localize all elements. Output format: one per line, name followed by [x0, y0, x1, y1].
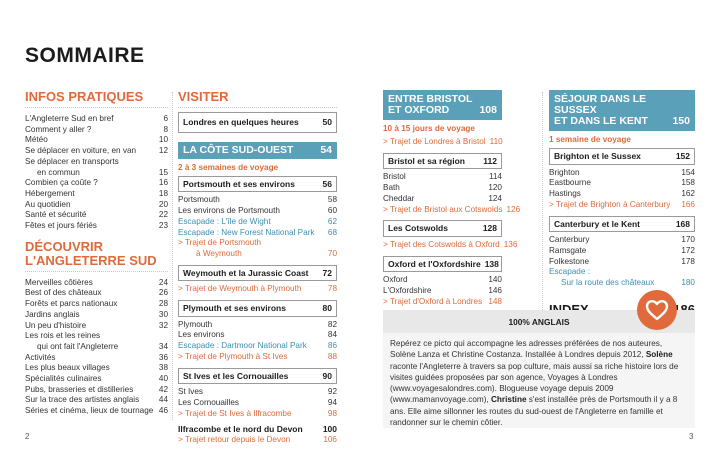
toc-row[interactable]	[383, 183, 502, 194]
section-title-infos: INFOS PRATIQUES	[25, 90, 168, 108]
toc-label: Escapade : New Forest National Park	[178, 227, 315, 237]
toc-page: 86	[327, 341, 337, 351]
toc-page: 146	[488, 286, 502, 296]
page-title: SOMMAIRE	[25, 44, 145, 67]
anglais-text-part: s'est installée près de Portsmouth il y a 8 ans. Elle aime sillonner les routes du sud-ouest de l'Angleterre en famille et randonner sur le chemin côtier.	[390, 395, 678, 428]
toc-label: Brighton	[549, 167, 580, 177]
toc-row[interactable]	[178, 249, 337, 260]
toc-row[interactable]	[25, 310, 168, 321]
toc-page: 10	[158, 135, 168, 145]
toc-page: 170	[681, 235, 695, 245]
toc-row[interactable]	[25, 374, 168, 385]
cotswolds-list	[383, 239, 518, 251]
weymouth-list	[178, 284, 337, 295]
toc-page: 126	[506, 204, 521, 214]
toc-page: 124	[488, 193, 502, 203]
toc-page: 12	[158, 146, 168, 156]
toc-row[interactable]	[25, 125, 168, 136]
toc-row[interactable]	[25, 135, 168, 146]
toc-label: Forêts et parcs nationaux	[25, 299, 118, 309]
toc-label: Eastbourne	[549, 178, 591, 188]
portsmouth-box[interactable]	[178, 176, 337, 193]
portsmouth-list	[178, 195, 337, 259]
toc-label: qui ont fait l'Angleterre	[37, 341, 119, 351]
toc-row-escapade[interactable]	[178, 341, 337, 352]
toc-row[interactable]	[25, 200, 168, 211]
toc-row-escapade[interactable]	[549, 267, 695, 278]
toc-row[interactable]	[25, 321, 168, 332]
toc-row	[183, 268, 332, 279]
toc-label: Les Cornouailles	[178, 397, 239, 407]
band-page: 54	[320, 143, 332, 156]
toc-row[interactable]	[178, 206, 337, 217]
toc-row[interactable]	[549, 235, 695, 246]
toc-label: Escapade : Dartmoor National Park	[178, 341, 307, 351]
toc-page: 152	[675, 151, 690, 161]
toc-page: 98	[327, 408, 337, 418]
toc-label: Plymouth	[178, 319, 213, 329]
toc-row[interactable]	[25, 210, 168, 221]
section-title-line: L'ANGLETERRE SUD	[25, 252, 157, 268]
plymouth-list	[178, 320, 337, 363]
stives-box[interactable]	[178, 368, 337, 385]
bristol-header[interactable]	[383, 90, 502, 120]
toc-page: 24	[158, 277, 168, 287]
band-title-line: ET OXFORD	[388, 104, 450, 116]
toc-label: Sur la route des châteaux	[561, 278, 655, 288]
section-title-decouvrir	[25, 240, 168, 272]
toc-row[interactable]	[383, 172, 502, 183]
toc-row[interactable]	[383, 275, 502, 286]
toc-row[interactable]	[25, 363, 168, 374]
toc-page: 178	[681, 256, 695, 266]
toc-label: Bristol et sa région	[388, 155, 465, 166]
bristol-region-list	[383, 172, 521, 215]
toc-page: 92	[327, 387, 337, 397]
toc-page: 38	[158, 363, 168, 373]
author-name: Solène	[645, 350, 673, 360]
toc-page: 114	[488, 172, 502, 182]
toc-label: Combien ça coûte ?	[25, 178, 98, 188]
brighton-box[interactable]	[549, 148, 695, 165]
toc-page: 56	[322, 178, 332, 189]
cote-duration: 2 à 3 semaines de voyage	[178, 162, 279, 172]
toc-label: Weymouth et la Jurassic Coast	[183, 267, 309, 278]
toc-page: 6	[163, 114, 168, 123]
toc-label: Les plus beaux villages	[25, 363, 110, 373]
toc-label: Comment y aller ?	[25, 124, 92, 134]
toc-page: 120	[488, 183, 502, 193]
toc-row[interactable]	[178, 195, 337, 206]
toc-row-escapade[interactable]	[178, 228, 337, 239]
toc-page: 90	[322, 370, 332, 381]
toc-label: Les environs de Portsmouth	[178, 206, 280, 216]
sussex-duration: 1 semaine de voyage	[549, 135, 631, 144]
toc-label: Spécialités culinaires	[25, 374, 102, 384]
toc-page: 30	[158, 309, 168, 319]
toc-label: Brighton et le Sussex	[554, 151, 641, 161]
toc-page: 136	[503, 239, 518, 249]
toc-label: Ilfracombe et le nord du Devon	[178, 424, 303, 435]
toc-page: 88	[327, 351, 337, 361]
toc-page: 112	[483, 155, 497, 166]
cotswolds-box[interactable]	[383, 220, 502, 237]
toc-row[interactable]	[25, 114, 168, 125]
toc-label: Escapade :	[549, 267, 590, 277]
toc-page: 82	[327, 319, 337, 329]
toc-page: 148	[488, 296, 502, 306]
toc-row[interactable]	[25, 221, 168, 232]
toc-row[interactable]	[25, 288, 168, 299]
toc-label: > Trajet des Cotswolds à Oxford	[383, 239, 500, 249]
toc-page: 70	[327, 248, 337, 258]
toc-page: 110	[489, 137, 503, 146]
toc-label: Canterbury et le Kent	[554, 218, 640, 229]
toc-row	[554, 151, 690, 162]
toc-label: Portsmouth et ses environs	[183, 178, 295, 189]
toc-label: Escapade : L'île de Wight	[178, 216, 271, 226]
toc-label: Météo	[25, 135, 48, 145]
toc-page: 62	[327, 216, 337, 226]
toc-page: 22	[158, 210, 168, 220]
toc-page: 80	[322, 303, 332, 314]
toc-row[interactable]	[25, 331, 168, 342]
toc-page: 18	[158, 188, 168, 198]
toc-page: 106	[323, 435, 337, 445]
toc-label: Les rois et les reines	[25, 331, 101, 341]
section-title-visiter: VISITER	[178, 90, 337, 108]
toc-label: Ramsgate	[549, 245, 587, 255]
toc-row	[388, 223, 497, 234]
brighton-list	[549, 168, 695, 211]
toc-page: 162	[681, 189, 695, 199]
toc-page: 180	[681, 278, 695, 288]
band-title-line: ET DANS LE KENT	[554, 115, 648, 127]
toc-page: 72	[322, 267, 332, 278]
section-title-line: DÉCOUVRIR	[25, 238, 104, 254]
toc-label: > Trajet de St Ives à Ilfracombe	[178, 408, 292, 418]
toc-label: > Trajet de Weymouth à Plymouth	[178, 284, 302, 294]
column-sussex	[549, 90, 695, 317]
toc-row[interactable]	[25, 168, 168, 179]
toc-label: L'Angleterre Sud en bref	[25, 114, 114, 123]
toc-row[interactable]	[383, 286, 502, 297]
toc-row[interactable]	[549, 168, 695, 179]
toc-label: Se déplacer en transports	[25, 156, 119, 166]
toc-row[interactable]	[549, 246, 695, 257]
toc-page: 34	[158, 341, 168, 351]
toc-page: 68	[327, 227, 337, 237]
toc-label: Santé et sécurité	[25, 210, 87, 220]
toc-label: Oxford	[383, 275, 408, 285]
londres-entry[interactable]	[178, 112, 337, 133]
toc-page: 50	[322, 117, 332, 127]
toc-label: à Weymouth	[196, 248, 242, 258]
toc-label: St Ives et les Cornouailles	[183, 370, 289, 381]
ilfracombe-list	[178, 435, 337, 446]
toc-row[interactable]	[178, 320, 337, 331]
toc-page: 26	[158, 288, 168, 298]
toc-page: 16	[158, 178, 168, 188]
column-visiter	[178, 90, 337, 446]
band-page: 150	[672, 115, 690, 127]
toc-page: 94	[327, 397, 337, 407]
toc-page: 172	[681, 245, 695, 255]
toc-row-trajet[interactable]	[383, 239, 518, 251]
toc-row[interactable]	[25, 385, 168, 396]
toc-row	[388, 259, 497, 270]
toc-row-trajet[interactable]	[549, 200, 695, 211]
toc-row[interactable]	[25, 146, 168, 157]
canterbury-list	[549, 235, 695, 289]
heart-icon	[637, 290, 677, 330]
plymouth-box[interactable]	[178, 300, 337, 317]
toc-label: Portsmouth	[178, 195, 220, 205]
toc-label: > Trajet de Portsmouth	[178, 238, 262, 248]
toc-row	[183, 303, 332, 314]
toc-label: Sur la trace des artistes anglais	[25, 395, 140, 405]
anglais-title: 100% ANGLAIS	[383, 310, 695, 333]
anglais-text-part: Repérez ce picto qui accompagne les adresses préférées de nos auteures, Solène Lanza et Christine Costanza. Installée à Londres depuis 2012,	[390, 339, 663, 360]
toc-row[interactable]	[549, 257, 695, 268]
band-page: 108	[479, 104, 497, 116]
toc-page: 36	[158, 352, 168, 362]
toc-label: Bath	[383, 183, 400, 193]
toc-page: 154	[681, 167, 695, 177]
toc-row-trajet[interactable]	[178, 238, 337, 249]
toc-page: 42	[158, 384, 168, 394]
toc-row	[388, 156, 497, 167]
toc-row[interactable]	[383, 194, 502, 205]
sussex-header[interactable]	[549, 90, 695, 131]
toc-label: Londres en quelques heures	[183, 117, 299, 127]
toc-row-trajet[interactable]	[178, 284, 337, 295]
toc-label: Folkestone	[549, 256, 590, 266]
anglais-text-part: raconte l'Angleterre à travers sa pop culture, mais aussi sa riche histoire lors de visites guidées proposées par son agence, Voyages à Londres (www.voyagesalondres.com). Blogueuse voyage depuis 2009 (www.mamanvoyage.com),	[390, 361, 679, 405]
toc-row-trajet[interactable]	[178, 409, 337, 420]
toc-page: 8	[163, 124, 168, 134]
toc-label: > Trajet de Plymouth à St Ives	[178, 351, 288, 361]
toc-row[interactable]	[25, 157, 168, 168]
ilfracombe-entry[interactable]	[178, 424, 337, 435]
toc-page: 140	[488, 275, 502, 285]
toc-row[interactable]	[25, 278, 168, 289]
toc-row	[554, 219, 690, 230]
toc-row-trajet[interactable]	[383, 204, 521, 216]
anglais-text	[383, 333, 695, 428]
band-title	[388, 94, 472, 116]
band-title: LA CÔTE SUD-OUEST	[183, 143, 294, 156]
toc-row-escapade[interactable]	[178, 217, 337, 228]
toc-label: Pubs, brasseries et distilleries	[25, 384, 134, 394]
toc-page: 78	[327, 284, 337, 294]
toc-page: 23	[158, 221, 168, 231]
band-title-line: ENTRE BRISTOL	[388, 93, 473, 105]
weymouth-box[interactable]	[178, 265, 337, 282]
author-name: Christine	[491, 395, 527, 405]
toc-page: 60	[327, 206, 337, 216]
toc-row-trajet[interactable]	[383, 137, 502, 148]
oxford-list	[383, 275, 502, 307]
toc-row[interactable]	[178, 330, 337, 341]
toc-row[interactable]	[25, 299, 168, 310]
column-infos-decouvrir	[25, 90, 168, 417]
toc-label: Hastings	[549, 189, 581, 199]
toc-row[interactable]	[25, 342, 168, 353]
toc-label: Oxford et l'Oxfordshire	[388, 258, 481, 269]
toc-row[interactable]	[549, 278, 695, 289]
toc-label: Jardins anglais	[25, 309, 80, 319]
toc-label: Cheddar	[383, 193, 415, 203]
toc-label: Plymouth et ses environs	[183, 303, 286, 314]
stives-list	[178, 387, 337, 419]
toc-label: Les Cotswolds	[388, 223, 448, 234]
toc-label: Best of des châteaux	[25, 288, 102, 298]
toc-label: en commun	[37, 167, 80, 177]
toc-row[interactable]	[25, 178, 168, 189]
toc-page: 138	[484, 258, 499, 269]
toc-label: St Ives	[178, 387, 204, 397]
toc-label: > Trajet de Brighton à Canterbury	[549, 199, 671, 209]
toc-row-trajet[interactable]	[383, 297, 502, 308]
toc-row[interactable]	[25, 395, 168, 406]
toc-row[interactable]	[178, 398, 337, 409]
toc-row-trajet[interactable]	[178, 352, 337, 363]
toc-page: 44	[158, 395, 168, 405]
cote-sud-ouest-header[interactable]	[178, 142, 337, 159]
band-title	[554, 94, 672, 127]
toc-label: Fêtes et jours fériés	[25, 221, 97, 231]
toc-page: 20	[158, 199, 168, 209]
toc-label: Merveilles côtières	[25, 277, 93, 287]
toc-page: 100	[322, 424, 337, 435]
toc-label: Activités	[25, 352, 56, 362]
toc-label: Un peu d'histoire	[25, 320, 87, 330]
toc-label: Les environs	[178, 330, 225, 340]
page-number-left: 2	[25, 432, 30, 441]
toc-row[interactable]	[25, 353, 168, 364]
bristol-duration: 10 à 15 jours de voyage	[383, 124, 475, 133]
toc-label: > Trajet d'Oxford à Londres	[383, 296, 483, 306]
page-number-right: 3	[689, 432, 694, 441]
toc-label: Canterbury	[549, 235, 590, 245]
column-bristol	[383, 90, 521, 307]
toc-row[interactable]	[25, 406, 168, 417]
bristol-region-box[interactable]	[383, 153, 502, 170]
canterbury-box[interactable]	[549, 216, 695, 233]
toc-row	[183, 179, 332, 190]
oxford-box[interactable]	[383, 256, 502, 273]
toc-page: 168	[675, 218, 690, 229]
toc-label: Au quotidien	[25, 199, 71, 209]
infos-list	[25, 114, 168, 232]
toc-label: > Trajet de Londres à Bristol	[383, 137, 486, 146]
toc-label: Séries et cinéma, lieux de tournage	[25, 406, 154, 416]
toc-page: 158	[681, 178, 695, 188]
toc-label: > Trajet retour depuis le Devon	[178, 435, 291, 445]
toc-page: 46	[158, 406, 168, 416]
toc-page: 15	[158, 167, 168, 177]
toc-label: Hébergement	[25, 188, 75, 198]
toc-page: 58	[327, 195, 337, 205]
toc-row[interactable]	[25, 189, 168, 200]
toc-page: 40	[158, 374, 168, 384]
toc-label: L'Oxfordshire	[383, 286, 432, 296]
toc-label: > Trajet de Bristol aux Cotswolds	[383, 204, 503, 214]
toc-label: Bristol	[383, 172, 406, 182]
toc-row	[183, 117, 332, 128]
toc-page: 128	[482, 223, 497, 234]
toc-row[interactable]	[549, 189, 695, 200]
toc-label: Se déplacer en voiture, en van	[25, 146, 137, 156]
band-title-line: SÉJOUR DANS LE SUSSEX	[554, 93, 647, 116]
toc-page: 32	[158, 320, 168, 330]
toc-page: 166	[681, 199, 695, 209]
toc-row-trajet[interactable]	[178, 435, 337, 446]
toc-page: 28	[158, 299, 168, 309]
toc-page: 84	[327, 330, 337, 340]
toc-row[interactable]	[178, 387, 337, 398]
toc-row	[183, 371, 332, 382]
decouvrir-list	[25, 278, 168, 417]
column-divider	[172, 92, 173, 420]
toc-row[interactable]	[549, 178, 695, 189]
